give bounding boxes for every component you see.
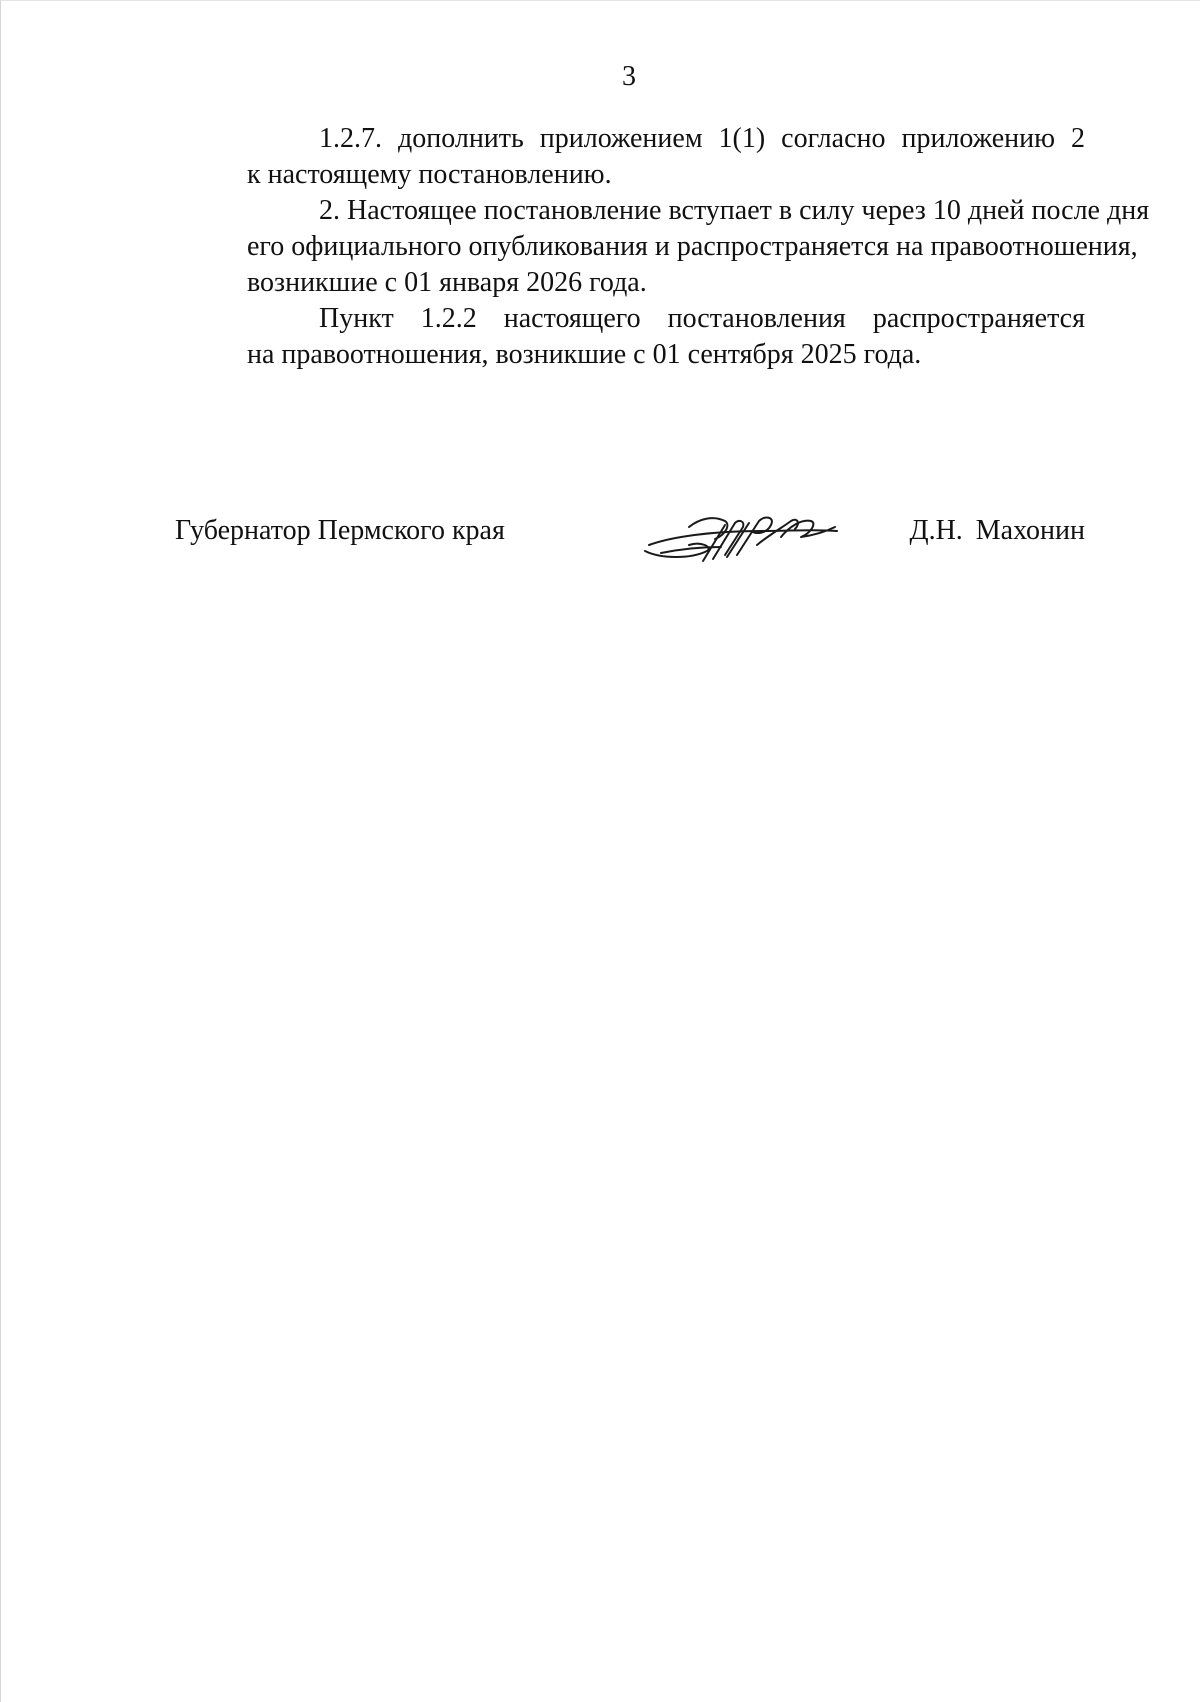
text-line: возникшие с 01 января 2026 года. bbox=[247, 267, 647, 298]
text-line: его официального опубликования и распространяется на правоотношения, bbox=[247, 231, 1138, 262]
paragraph-1-2-7 bbox=[175, 121, 1085, 193]
text-line: на правоотношения, возникшие с 01 сентября 2025 года. bbox=[247, 339, 922, 370]
signer-position: Губернатор Пермского края bbox=[175, 515, 505, 546]
text-line: 2. Настоящее постановление вступает в силу через 10 дней после дня bbox=[319, 195, 1150, 226]
document-body bbox=[175, 121, 1150, 373]
text-line: 1.2.7. дополнить приложением 1(1) согласно приложению 2 bbox=[319, 123, 1085, 154]
paragraph-2 bbox=[175, 193, 1150, 301]
paragraph-point-1-2-2 bbox=[175, 301, 1085, 373]
page-number: 3 bbox=[622, 61, 636, 92]
handwritten-signature bbox=[641, 501, 841, 571]
text-line: Пункт 1.2.2 настоящего постановления распространяется bbox=[319, 303, 1085, 334]
text-line: к настоящему постановлению. bbox=[247, 159, 612, 190]
signer-name: Д.Н. Махонин bbox=[909, 515, 1085, 546]
signature-block bbox=[175, 513, 1085, 553]
